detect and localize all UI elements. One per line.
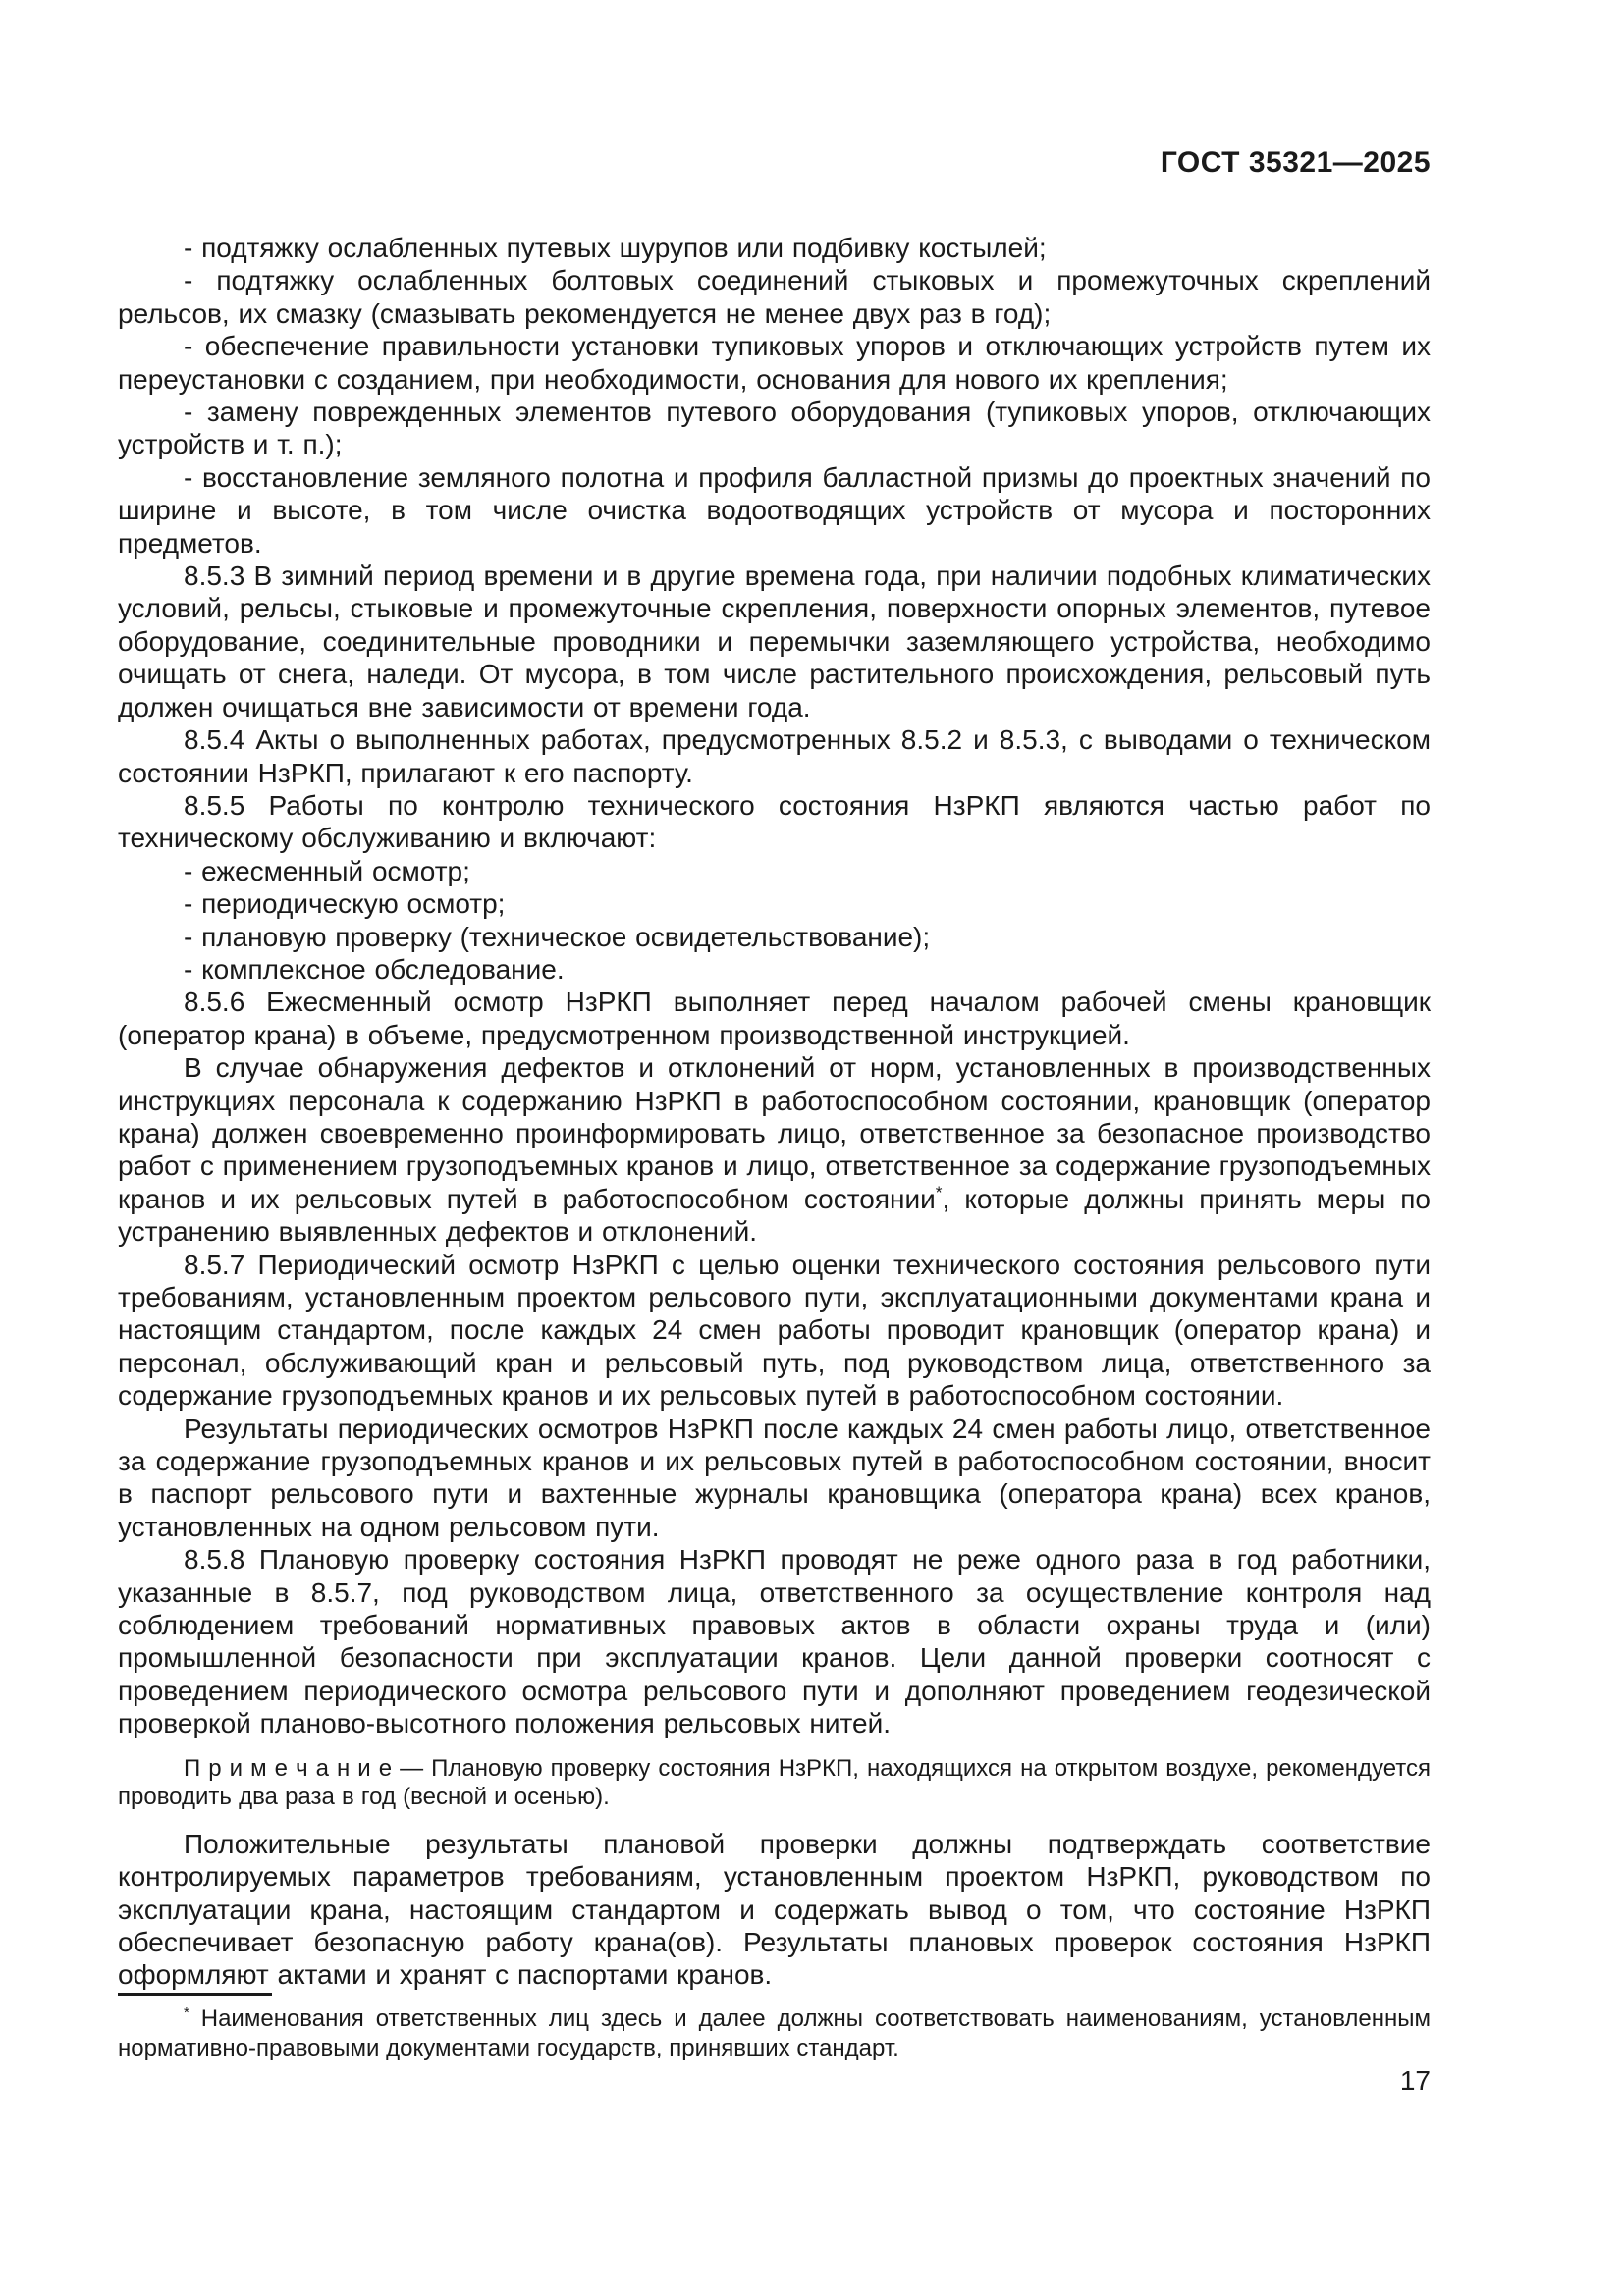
- list-item-paragraph: - подтяжку ослабленных болтовых соединений стыковых и промежуточных скреплений рельсов, их смазку (смазывать рекомендуется не менее двух раз в год);: [118, 265, 1431, 329]
- footnote-marker: *: [935, 1182, 943, 1202]
- footnote-marker: *: [184, 2005, 189, 2021]
- note-paragraph: П р и м е ч а н и е — Плановую проверку состояния НзРКП, находящихся на открытом воздухе, рекомендуется проводить два раза в год (весной и осенью).: [118, 1754, 1431, 1811]
- body-paragraph: 8.5.3 В зимний период времени и в другие времена года, при наличии подобных климатических условий, рельсы, стыковые и промежуточные скрепления, поверхности опорных элементов, путевое оборудование, соединительные проводники и перемычки заземляющего устройства, необходимо очищать от снега, наледи. От мусора, в том числе растительного происхождения, рельсовый путь должен очищаться вне зависимости от времени года.: [118, 561, 1431, 722]
- body-paragraph: 8.5.6 Ежесменный осмотр НзРКП выполняет перед началом рабочей смены крановщик (оператор крана) в объеме, предусмотренном производственной инструкцией.: [118, 987, 1431, 1050]
- body-paragraph: 8.5.7 Периодический осмотр НзРКП с целью оценки технического состояния рельсового пути требованиям, установленным проектом рельсового пути, эксплуатационными документами крана и настоящим стандартом, после каждых 24 смен работы проводит крановщик (оператор крана) и персонал, обслуживающий кран и рельсовый путь, под руководством лица, ответственного за содержание грузоподъемных кранов и их рельсовых путей в работоспособном состоянии.: [118, 1249, 1431, 1412]
- body-paragraph: 8.5.5 Работы по контролю технического состояния НзРКП являются частью работ по техническому обслуживанию и включают:: [118, 789, 1431, 854]
- list-item-paragraph: - восстановление земляного полотна и профиля балластной призмы до проектных значений по ширине и высоте, в том числе очистка водоотводящих устройств от мусора и посторонних предметов.: [118, 461, 1431, 559]
- body-paragraph: 8.5.4 Акты о выполненных работах, предусмотренных 8.5.2 и 8.5.3, с выводами о техническом состоянии НзРКП, прилагают к его паспорту.: [118, 724, 1431, 788]
- list-item-paragraph: - комплексное обследование.: [184, 953, 565, 985]
- list-item-paragraph: - обеспечение правильности установки тупиковых упоров и отключающих устройств путем их переустановки с созданием, при необходимости, основания для нового их крепления;: [118, 331, 1431, 395]
- list-item-paragraph: - замену поврежденных элементов путевого оборудования (тупиковых упоров, отключающих устройств и т. п.);: [118, 397, 1431, 460]
- footnote-divider: [118, 1993, 272, 1996]
- body-paragraph: Результаты периодических осмотров НзРКП после каждых 24 смен работы лицо, ответственное за содержание грузоподъемных кранов и их рельсовых путей в работоспособном состоянии, вносит в паспорт рельсового пути и вахтенные журналы крановщика (оператора крана) всех кранов, установленных на одном рельсовом пути.: [118, 1413, 1431, 1542]
- body-paragraph: 8.5.8 Плановую проверку состояния НзРКП проводят не реже одного раза в год работники, указанные в 8.5.7, под руководством лица, ответственного за осуществление контроля над соблюдением требований нормативных правовых актов в области охраны труда и (или) промышленной безопасности при эксплуатации кранов. Цели данной проверки соотносят с проведением периодического осмотра рельсового пути и дополняют проведением геодезической проверкой планово-высотного положения рельсовых нитей.: [118, 1544, 1431, 1739]
- list-item-paragraph: - плановую проверку (техническое освидетельствование);: [184, 921, 931, 952]
- footnote-text: * Наименования ответственных лиц здесь и далее должны соответствовать наименованиям, установленным нормативно-правовыми документами государств, принявших стандарт.: [118, 2005, 1431, 2061]
- body-paragraph: В случае обнаружения дефектов и отклонений от норм, установленных в производственных инструкциях персонала к содержанию НзРКП в работоспособном состоянии, крановщик (оператор крана) должен своевременно проинформировать лицо, ответственное за безопасное производство работ с применением грузоподъемных кранов и лицо, ответственное за содержание грузоподъемных кранов и их рельсовых путей в работоспособном состоянии*, которые должны принять меры по устранению выявленных дефектов и отклонений.: [118, 1052, 1431, 1248]
- list-item-paragraph: - подтяжку ослабленных путевых шурупов или подбивку костылей;: [184, 233, 1047, 263]
- footnote-block: [118, 1993, 1431, 2063]
- list-item-paragraph: - периодическую осмотр;: [184, 888, 506, 920]
- body-paragraph: Положительные результаты плановой проверки должны подтверждать соответствие контролируемых параметров требованиям, установленным проектом НзРКП, руководством по эксплуатации крана, настоящим стандартом и содержать вывод о том, что состояние НзРКП обеспечивает безопасную работу крана(ов). Результаты плановых проверок состояния НзРКП оформляют актами и хранят с паспортами кранов.: [118, 1828, 1431, 1991]
- document-paragraphs: [118, 232, 1431, 1992]
- page-number: 17: [1399, 2065, 1431, 2096]
- page-header-title: ГОСТ 35321—2025: [1160, 146, 1431, 179]
- list-item-paragraph: - ежесменный осмотр;: [184, 855, 470, 886]
